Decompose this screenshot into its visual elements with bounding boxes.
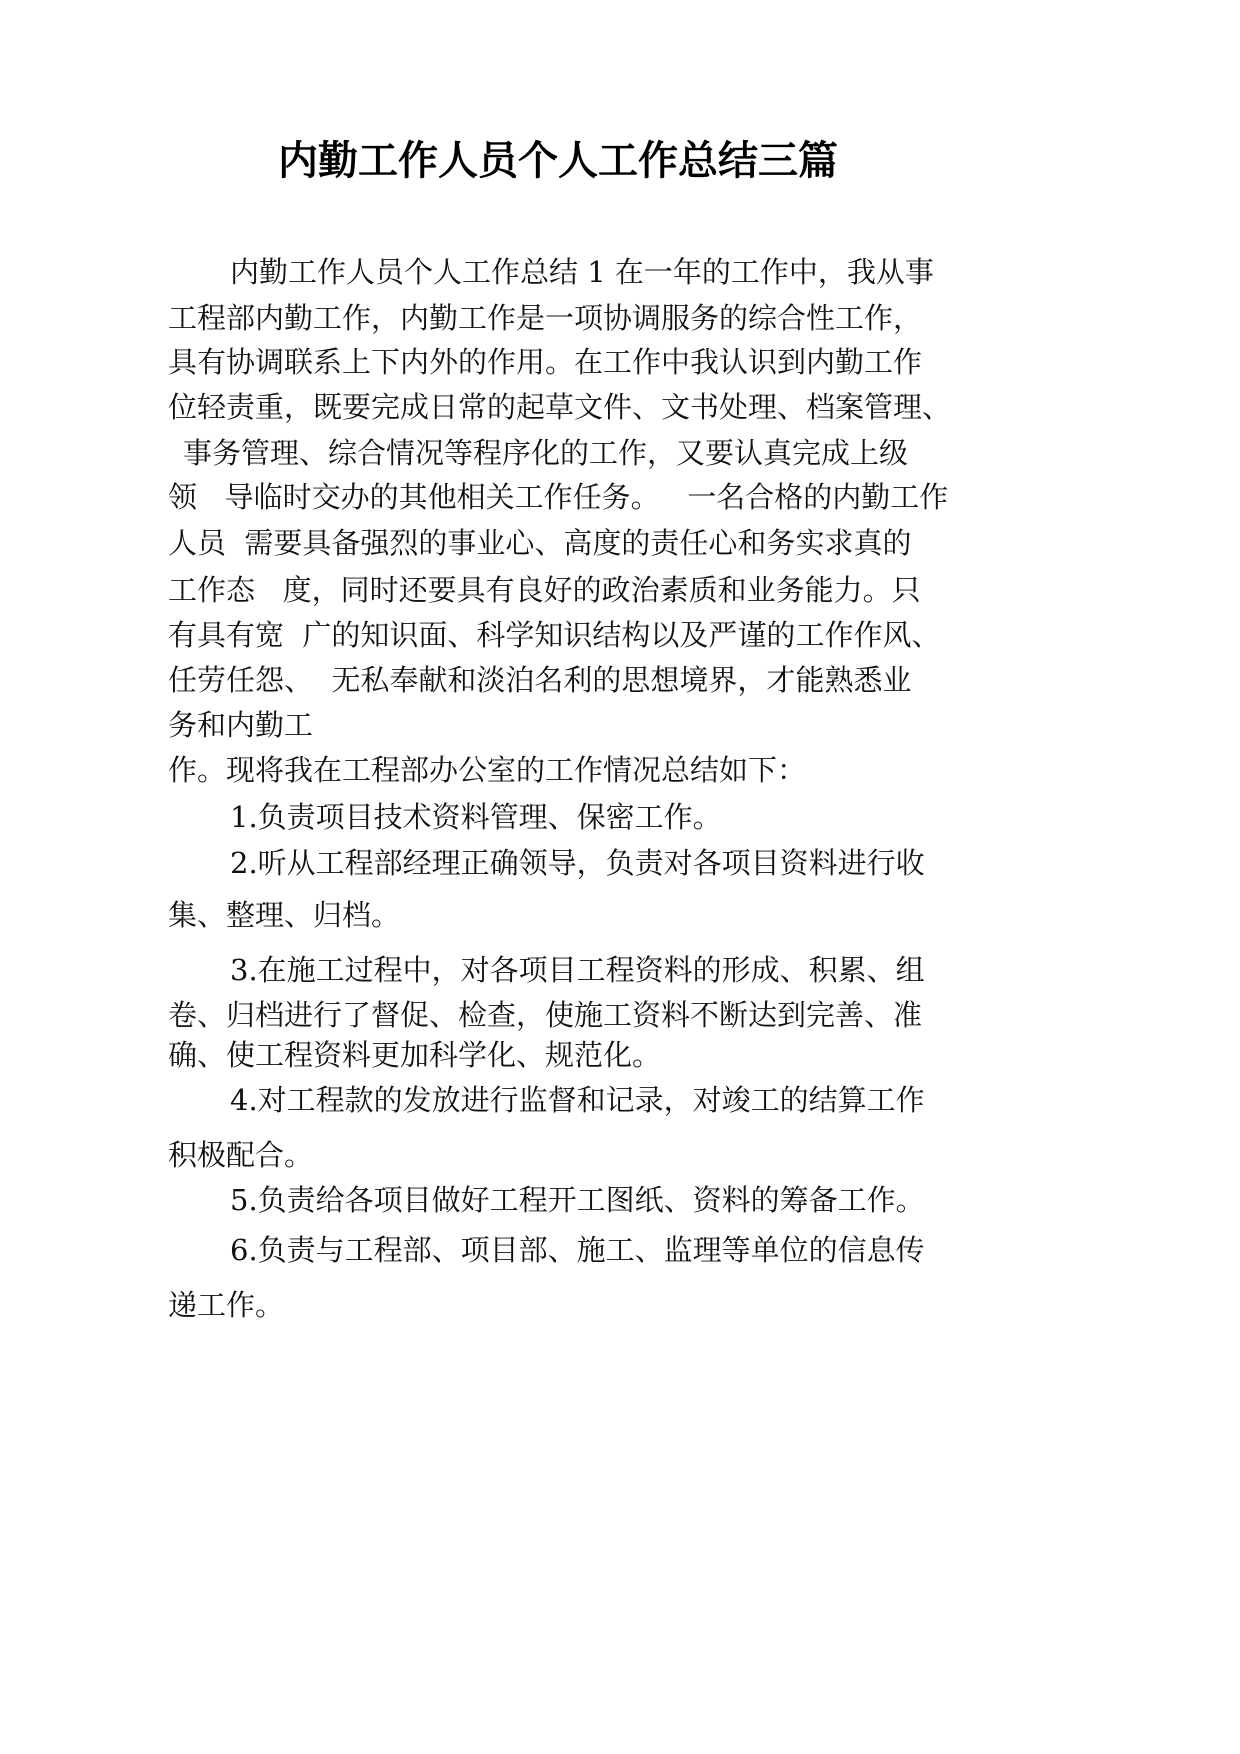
paragraph-line: 作。现将我在工程部办公室的工作情况总结如下： (168, 753, 807, 787)
paragraph-line: 事务管理、综合情况等程序化的工作，又要认真完成上级 (183, 436, 909, 470)
list-item-line: 卷、归档进行了督促、检查，使施工资料不断达到完善、准 (168, 998, 923, 1032)
paragraph-line: 领 导临时交办的其他相关工作任务。 一名合格的内勤工作 (168, 480, 949, 514)
list-item-line: 6.负责与工程部、项目部、施工、监理等单位的信息传 (230, 1233, 925, 1267)
paragraph-line: 工程部内勤工作，内勤工作是一项协调服务的综合性工作， (168, 301, 923, 335)
list-item-line: 3.在施工过程中，对各项目工程资料的形成、积累、组 (230, 953, 925, 987)
paragraph-line: 具有协调联系上下内外的作用。在工作中我认识到内勤工作 (168, 345, 923, 379)
list-item-line: 4.对工程款的发放进行监督和记录，对竣工的结算工作 (230, 1083, 925, 1117)
paragraph-line: 任劳任怨、 无私奉献和淡泊名利的思想境界，才能熟悉业 (168, 663, 912, 697)
paragraph-line: 工作态 度，同时还要具有良好的政治素质和业务能力。只 (168, 573, 921, 607)
list-item-line: 积极配合。 (168, 1138, 314, 1172)
list-item-line: 递工作。 (168, 1288, 285, 1322)
list-item-line: 2.听从工程部经理正确领导，负责对各项目资料进行收 (230, 846, 925, 880)
page-title: 内勤工作人员个人工作总结三篇 (278, 138, 838, 184)
list-item-line: 集、整理、归档。 (168, 898, 401, 932)
paragraph-line: 内勤工作人员个人工作总结 1 在一年的工作中，我从事 (230, 255, 934, 289)
paragraph-line: 有具有宽 广的知识面、科学知识结构以及严谨的工作作风、 (168, 618, 941, 652)
paragraph-line: 人员 需要具备强烈的事业心、高度的责任心和务实求真的 (168, 526, 912, 560)
paragraph-line: 位轻责重，既要完成日常的起草文件、文书处理、档案管理、 (168, 390, 952, 424)
list-item-line: 5.负责给各项目做好工程开工图纸、资料的筹备工作。 (230, 1183, 925, 1217)
list-item-line: 确、使工程资料更加科学化、规范化。 (168, 1038, 662, 1072)
list-item-line: 1.负责项目技术资料管理、保密工作。 (230, 800, 722, 834)
paragraph-line: 务和内勤工 (168, 708, 314, 742)
